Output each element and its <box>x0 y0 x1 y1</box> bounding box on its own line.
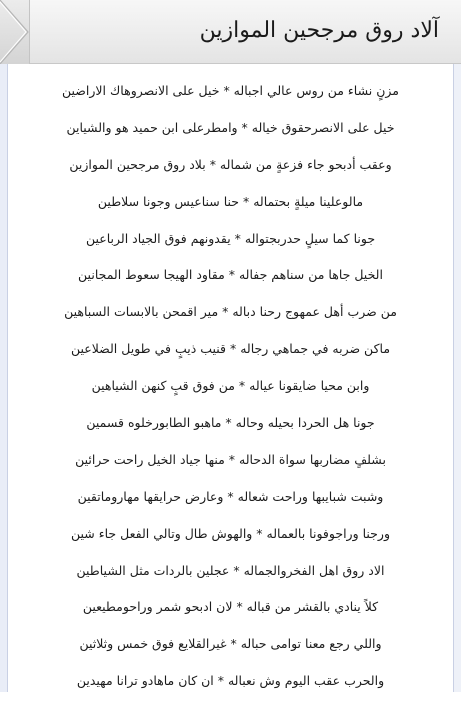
verse-line: وشبت شبايبها وراحت شعاله * وعارض حرايقها مهاروماتقين <box>77 488 384 504</box>
verse-list <box>20 80 441 707</box>
verse-line: واللي رجع معنا توامى حباله * غيرالقلايع فوق خمس وثلاثين <box>79 636 382 652</box>
verse-line: وابن محيا ضايقونا عياله * من فوق قبٍ كنهن الشياهين <box>91 378 370 394</box>
verse-line: الخيل جاها من سناهم جفاله * مقاود الهيجا سعوط المجانين <box>78 267 383 283</box>
verse-line: ماكن ضربه في جماهي رجاله * قنيب ذيبٍ في طويل الضلاعين <box>70 341 391 357</box>
verse-line: جونا كما سيلٍ حدربجتواله * يقدونهم فوق الجياد الرباعين <box>85 230 376 246</box>
verse-line: كلاً ينادي بالقشر من قباله * لان ادبحو شمر وراحومطيعين <box>82 599 379 615</box>
verse-line: بشلفٍ مضاربها سواة الدحاله * منها جياد الخيل راحت حرائين <box>75 451 386 467</box>
page-title: آلاد روق مرجحين الموازين <box>199 18 439 43</box>
verse-line: والحرب عقب اليوم وش نعباله * ان كان ماهادو ترانا مهيدين <box>76 673 385 689</box>
verse-line: من ضرب أهل عمهوج رحنا دباله * مير اقمحن بالابسات السباهين <box>64 304 397 320</box>
verse-line: مزنٍ نشاء من روس عالي اجباله * خيل على الانصروهاك الاراضين <box>62 83 399 98</box>
back-button[interactable] <box>0 0 30 64</box>
header-bar <box>0 0 461 64</box>
verse-line: الاد روق اهل الفخروالجماله * عجلين بالردات مثل الشياطين <box>76 562 385 578</box>
back-arrow-icon <box>0 0 30 64</box>
left-margin-decoration <box>0 64 8 692</box>
verse-line: جونا هل الحردا بحيله وحاله * ماهبو الطابورخلوه قسمين <box>86 415 375 431</box>
verse-line: خيل على الانصرحقوق خياله * وامطرعلى ابن حميد هو والشياين <box>66 119 395 135</box>
verse-line: ورجنا وراجوفونا بالعماله * والهوش طال وتالي الفعل جاء شين <box>71 525 390 541</box>
verse-line: وعقب أدبحو جاء فزعةٍ من شماله * بلاد روق مرجحين الموازين <box>69 156 392 172</box>
right-margin-decoration <box>453 64 461 692</box>
verse-line: مالوعلينا ميلةٍ بحتماله * حنا سناعيس وجونا سلاطين <box>97 193 364 209</box>
